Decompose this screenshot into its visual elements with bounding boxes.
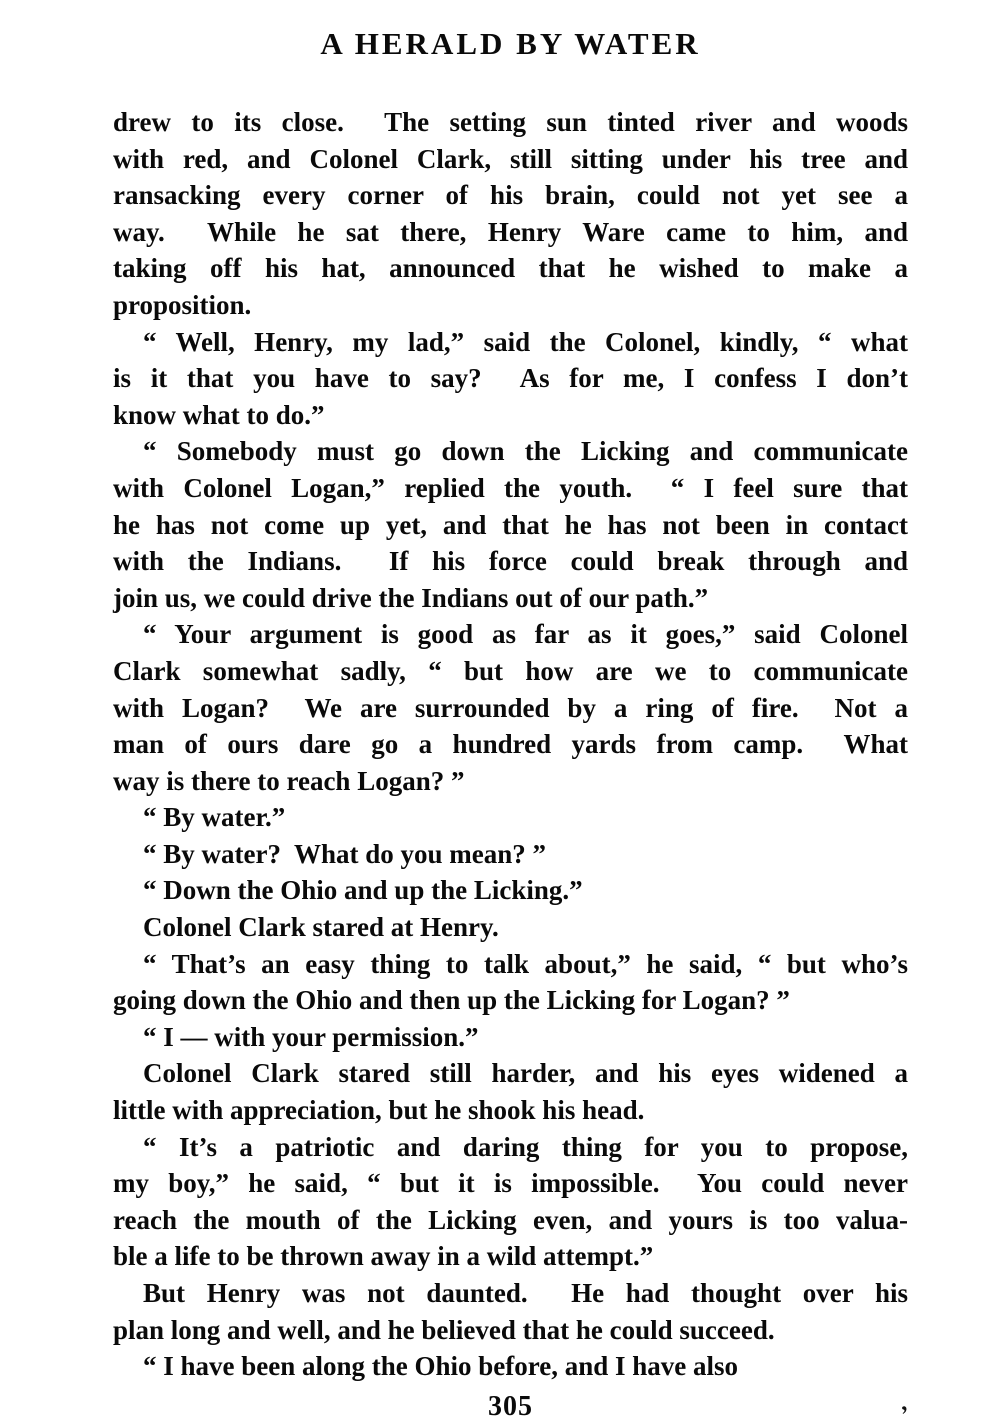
text-line: my boy,” he said, “ but it is impossible. You could never <box>113 1168 908 1199</box>
paragraph <box>113 946 908 1019</box>
text-line: “ Down the Ohio and up the Licking.” <box>143 875 583 906</box>
text-line: Colonel Clark stared at Henry. <box>143 912 499 943</box>
text-line: “ It’s a patriotic and daring thing for you to propose, <box>143 1131 908 1162</box>
text-line: way. While he sat there, Henry Ware came to him, and <box>113 216 908 247</box>
text-line: with the Indians. If his force could break through and <box>113 546 908 577</box>
text-line: drew to its close. The setting sun tinted river and woods <box>113 107 908 137</box>
text-line: way is there to reach Logan? ” <box>113 765 465 796</box>
text-line: man of ours dare go a hundred yards from camp. What <box>113 729 908 760</box>
text-line: “ Somebody must go down the Licking and communicate <box>143 436 908 467</box>
text-line: “ Well, Henry, my lad,” said the Colonel, kindly, “ what <box>143 326 908 357</box>
text-block <box>113 104 908 1385</box>
text-line: going down the Ohio and then up the Licking for Logan? ” <box>113 985 790 1016</box>
text-line: Colonel Clark stared still harder, and his eyes widened a <box>143 1058 908 1089</box>
running-header: A HERALD BY WATER <box>320 26 701 61</box>
paragraph <box>113 616 908 799</box>
paragraph <box>113 1129 908 1275</box>
text-line: plan long and well, and he believed that he could succeed. <box>113 1314 775 1345</box>
text-line: “ By water? What do you mean? ” <box>143 838 547 869</box>
text-line: little with appreciation, but he shook his head. <box>113 1095 645 1126</box>
text-line: “ I — with your permission.” <box>143 1021 479 1052</box>
text-line: is it that you have to say? As for me, I confess I don’t <box>113 363 908 394</box>
text-line: “ Your argument is good as far as it goes,” said Colonel <box>143 619 908 650</box>
text-line: reach the mouth of the Licking even, and yours is too valua- <box>113 1204 908 1235</box>
paragraph <box>113 799 908 836</box>
text-line: know what to do.” <box>113 399 325 430</box>
paragraph <box>113 872 908 909</box>
paragraph <box>113 1348 908 1385</box>
text-line: with red, and Colonel Clark, still sitting under his tree and <box>113 143 908 174</box>
text-line: “ By water.” <box>143 802 286 833</box>
text-line: with Colonel Logan,” replied the youth. “ I feel sure that <box>113 472 908 503</box>
text-line: But Henry was not daunted. He had thought over his <box>143 1278 908 1308</box>
paragraph <box>113 1055 908 1128</box>
text-line: “ That’s an easy thing to talk about,” he said, “ but who’s <box>143 948 908 979</box>
text-line: ble a life to be thrown away in a wild attempt.” <box>113 1241 654 1272</box>
paragraph <box>113 433 908 616</box>
paragraph <box>113 836 908 873</box>
ink-speck: , <box>896 1389 910 1417</box>
text-line: with Logan? We are surrounded by a ring of fire. Not a <box>113 692 908 723</box>
paragraph <box>113 909 908 946</box>
paragraph <box>113 104 908 324</box>
text-line: proposition. <box>113 289 252 320</box>
text-line: join us, we could drive the Indians out of our path.” <box>113 582 709 613</box>
text-line: taking off his hat, announced that he wished to make a <box>113 253 908 284</box>
paragraph <box>113 1019 908 1056</box>
paragraph <box>113 1275 908 1348</box>
paragraph <box>113 324 908 434</box>
page-number: 305 <box>488 1390 533 1422</box>
text-line: Clark somewhat sadly, “ but how are we to communicate <box>113 655 908 686</box>
text-line: he has not come up yet, and that he has not been in contact <box>113 509 908 540</box>
text-line: “ I have been along the Ohio before, and I have also <box>143 1351 739 1382</box>
text-line: ransacking every corner of his brain, could not yet see a <box>113 180 908 211</box>
